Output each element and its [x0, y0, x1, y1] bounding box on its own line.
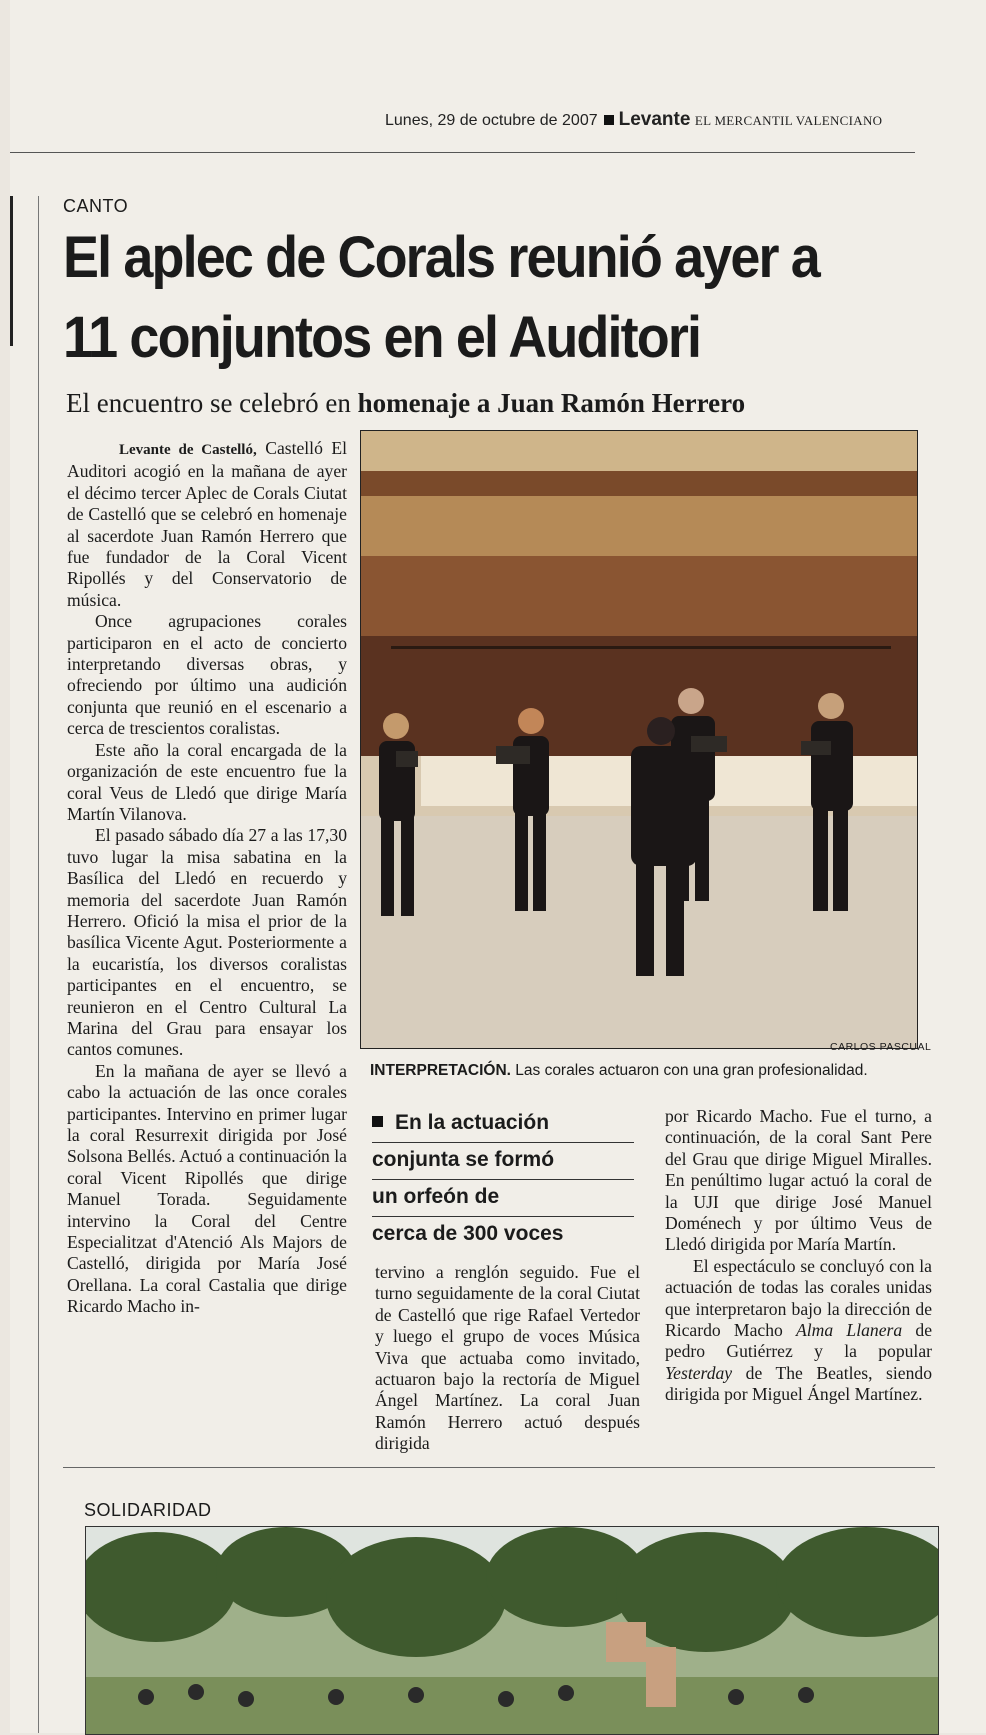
- article-column-2: [375, 1262, 640, 1455]
- article-headline: El aplec de Corals reunió ayer a 11 conjuntos en el Auditori: [63, 225, 819, 370]
- byline-place: Castelló: [265, 438, 323, 458]
- subhead-plain: El encuentro se celebró en: [66, 388, 351, 418]
- caption-text: Las corales actuaron con una gran profesionalidad.: [515, 1062, 868, 1079]
- section-divider: [63, 1467, 935, 1468]
- square-bullet-icon: [604, 115, 614, 125]
- article-column-3: [665, 1106, 932, 1406]
- pull-quote-line: un orfeón de: [372, 1180, 634, 1217]
- page-edge-rule: [10, 196, 13, 346]
- text-span: de pedro Gutiérrez y la popular: [665, 1320, 933, 1362]
- text-span: de The Beatles, siendo dirigida por Miguel Ángel Martínez.: [665, 1362, 932, 1405]
- pull-quote-line: cerca de 300 voces: [372, 1222, 564, 1245]
- paragraph: [665, 1256, 932, 1406]
- header-date: Lunes, 29 de octubre de 2007: [385, 112, 598, 129]
- article-column-1: [67, 438, 347, 1318]
- paragraph: Once agrupaciones corales participaron en el acto de concierto interpretando diversas obras, y ofreciendo por último una audición conjunta que reunió en el escenario a cerca de trescientos coralistas.: [67, 611, 347, 739]
- article-subhead: [66, 388, 745, 419]
- paragraph: Este año la coral encargada de la organización de este encuentro fue la coral Veus de Lledó que dirige María Martín Vilanova.: [67, 739, 347, 824]
- paragraph: por Ricardo Macho. Fue el turno, a continuación, de la coral Sant Pere del Grau que dirige Miguel Miralles. En penúltimo lugar actuó la coral de la UJI que dirige José Manuel Doménech y por último Veus de Lledó dirigida por María Martín.: [665, 1106, 932, 1255]
- caption-label: INTERPRETACIÓN.: [370, 1062, 511, 1079]
- paragraph: El pasado sábado día 27 a las 17,30 tuvo lugar la misa sabatina en la Basílica del Lledó en recuerdo y memoria del sacerdote Juan Ramón Herrero. Ofició la misa el prior de la basílica Vicente Agut. Posteriormente a la eucaristía, los diversos coralistas participantes en el encuentro, se reunieron en el Centro Cultural La Marina del Grau para ensayar los cantos comunes.: [67, 825, 347, 1060]
- pull-quote-text: En la actuación: [395, 1111, 550, 1134]
- text-span: El espectáculo se concluyó con la actuación de todas las corales unidas que interpretaron bajo la dirección de Ricardo Macho: [665, 1255, 932, 1341]
- byline-paragraph: [67, 438, 347, 611]
- photo-credit: CARLOS PASCUAL: [830, 1041, 932, 1053]
- header-brand: Levante: [618, 109, 691, 130]
- paragraph: El Auditori acogió en la mañana de ayer el décimo tercer Aplec de Corals Ciutat de Castelló que se celebró en homenaje al sacerdote Juan Ramón Herrero que fue fundador de la Coral Vicent Ripollés y del Conservatorio de música.: [67, 438, 347, 610]
- paragraph: tervino a renglón seguido. Fue el turno seguidamente de la coral Ciutat de Castelló que rige Rafael Vertedor y luego el grupo de voces Música Viva que actuaba como invitado, actuaron bajo la rectoría de Miguel Ángel Martínez. La coral Juan Ramón Herrero actuó después dirigida: [375, 1262, 640, 1454]
- song-title: Alma Llanera: [796, 1320, 903, 1341]
- byline: Levante de Castelló,: [119, 442, 257, 458]
- choir-photo: [360, 430, 918, 1049]
- pull-quote-line: [372, 1106, 634, 1143]
- pull-quote: [372, 1106, 634, 1253]
- pull-quote-line: conjunta se formó: [372, 1143, 634, 1180]
- next-section-label: SOLIDARIDAD: [84, 1500, 212, 1520]
- header-divider: [10, 152, 915, 153]
- subhead-bold: homenaje a Juan Ramón Herrero: [357, 388, 746, 418]
- page-header: [385, 109, 882, 131]
- photo-caption: [370, 1062, 868, 1080]
- choir-performance-image: [361, 431, 917, 1048]
- paragraph: En la mañana de ayer se llevó a cabo la actuación de las once corales participantes. Intervino en primer lugar la coral Resurrexit dirigida por José Solsona Bellés. Actuó a continuación la coral Vicent Ripollés que dirige Manuel Torada. Seguidamente intervino la Coral del Centre Especialitzat d'Atenció Als Majors de Castelló, dirigida por María José Orellana. La coral Castalia que dirige Ricardo Macho in-: [67, 1060, 347, 1317]
- park-photo: [85, 1526, 939, 1735]
- header-publication: EL MERCANTIL VALENCIANO: [694, 113, 883, 128]
- square-bullet-icon: [372, 1116, 383, 1127]
- column-rule: [38, 196, 39, 1733]
- section-label: CANTO: [63, 196, 129, 216]
- park-scene-image: [86, 1527, 938, 1734]
- song-title: Yesterday: [665, 1362, 733, 1383]
